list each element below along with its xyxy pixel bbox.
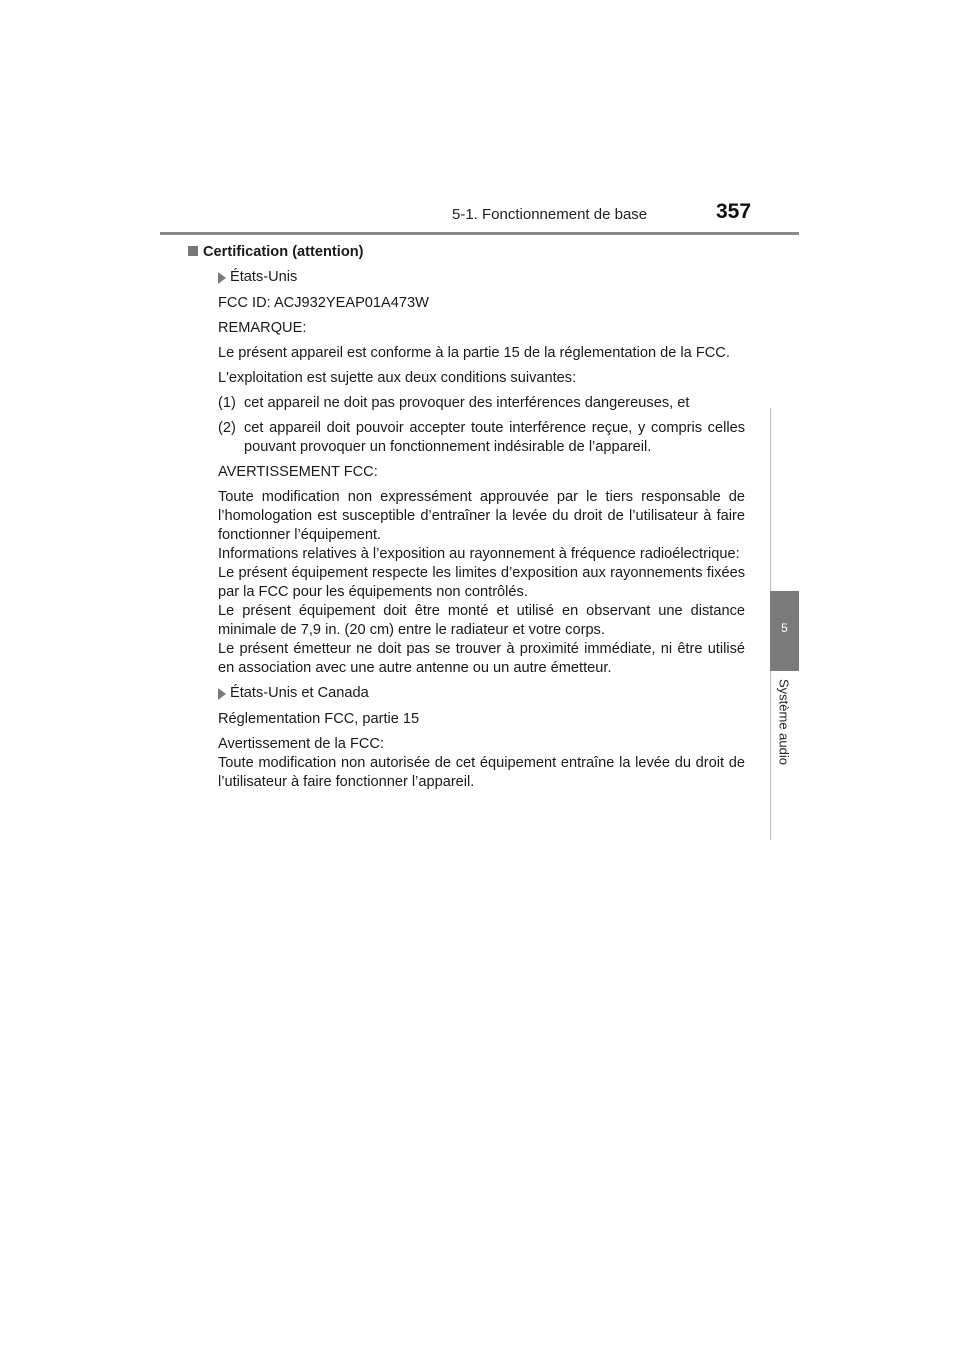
heading-text: Certification (attention): [203, 244, 364, 260]
emetteur-paragraph: Le présent émetteur ne doit pas se trouver à proximité immédiate, ni être utilisé en association avec une autre antenne ou un autre émetteur.: [218, 641, 745, 676]
triangle-bullet-icon: [218, 272, 226, 284]
reglementation-paragraph: Réglementation FCC, partie 15: [218, 711, 420, 727]
condition-1: [218, 394, 745, 413]
condition-1-number: (1): [218, 395, 236, 411]
side-tab-label: Système audio: [776, 679, 792, 765]
section-heading: [188, 243, 745, 262]
subheading-us-text: États-Unis: [230, 269, 298, 285]
square-bullet-icon: [188, 246, 198, 256]
exploitation-paragraph: L'exploitation est sujette aux deux conditions suivantes:: [218, 370, 577, 386]
condition-2-number: (2): [218, 420, 236, 436]
page-number: 357: [716, 200, 752, 223]
subheading-us-canada: [218, 684, 745, 703]
main-content: [203, 243, 745, 792]
limites-paragraph: Le présent équipement respecte les limites d’exposition aux rayonnements fixées par la FCC pour les équipements non contrôlés.: [218, 565, 745, 600]
condition-2-text: cet appareil doit pouvoir accepter toute interférence reçue, y compris celles pouvant provoquer un fonctionnement indésirable de l’appareil.: [244, 420, 745, 455]
modification2-paragraph: Toute modification non autorisée de cet équipement entraîne la levée du droit de l’utilisateur à faire fonctionner l’appareil.: [218, 755, 745, 790]
triangle-bullet-icon: [218, 688, 226, 700]
modification-paragraph: Toute modification non expressément approuvée par le tiers responsable de l’homologation est susceptible d’entraîner la levée du droit de l’utilisateur à faire fonctionner l’équipement.: [218, 489, 745, 543]
avertissement-fcc: AVERTISSEMENT FCC:: [218, 464, 378, 480]
subheading-us: [218, 268, 745, 287]
condition-2: [218, 419, 745, 457]
avertissement-de-la-fcc: Avertissement de la FCC:: [218, 736, 384, 752]
condition-1-text: cet appareil ne doit pas provoquer des interférences dangereuses, et: [244, 395, 690, 411]
header-rule: [160, 232, 799, 235]
chapter-number: 5: [781, 621, 788, 635]
fcc-id: FCC ID: ACJ932YEAP01A473W: [218, 295, 429, 311]
remarque: REMARQUE:: [218, 320, 307, 336]
subheading-us-canada-text: États-Unis et Canada: [230, 685, 369, 701]
conforme-paragraph: Le présent appareil est conforme à la partie 15 de la réglementation de la FCC.: [218, 345, 730, 361]
side-tab-chapter: [770, 591, 799, 671]
distance-paragraph: Le présent équipement doit être monté et utilisé en observant une distance minimale de 7,9 in. (20 cm) entre le radiateur et votre corps.: [218, 603, 745, 638]
header-section-title: 5-1. Fonctionnement de base: [452, 206, 648, 223]
informations-paragraph: Informations relatives à l’exposition au rayonnement à fréquence radioélectrique:: [218, 546, 740, 562]
